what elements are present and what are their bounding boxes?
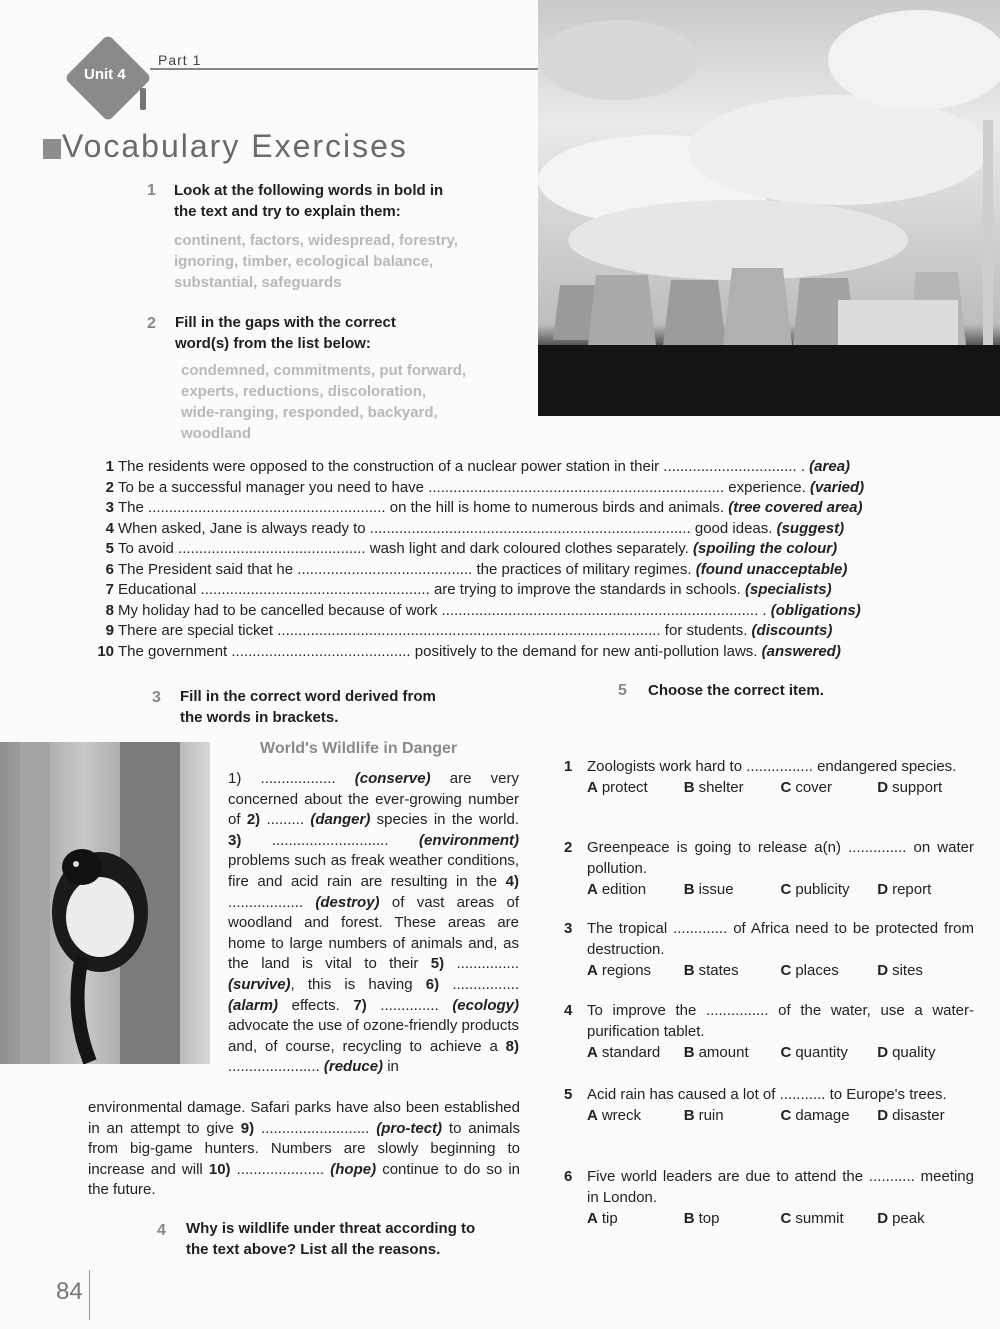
lemur-photo — [0, 742, 210, 1064]
ex2-sentence: 4 When asked, Jane is always ready to ............................................................................. good ideas. (suggest) — [105, 519, 845, 537]
ex2-word-list: condemned, commitments, put forward, experts, reductions, discoloration, wide-ranging, responded, backyard, woodland — [181, 362, 467, 442]
option-b: B issue — [683, 881, 734, 898]
part-label: Part 1 — [158, 52, 202, 68]
ex2-sentence: 1 The residents were opposed to the construction of a nuclear power station in their ................................ . (area) — [105, 458, 851, 475]
option-c: C cover — [780, 779, 833, 796]
ex3-number: 3 — [152, 689, 161, 706]
option-c: C summit — [780, 1210, 844, 1227]
option-d: D quality — [877, 1044, 936, 1061]
ex2-sentence: 5 To avoid ............................................. wash light and dark coloured clothes separately. (spoiling the colour) — [105, 540, 838, 557]
option-a: A protect — [587, 779, 648, 796]
ex2-instruction: Fill in the gaps with the correct word(s) from the list below: — [175, 314, 396, 352]
passage-text: 1) .................. (conserve) are very concerned about the ever-growing number of 2) ......... (danger) species in the world. 3) ............................ (environment) problems such as freak weather conditions, fire and acid rain are resulting in the 4) .................. (destroy) of vast areas of woodland and forest. These areas are home to large numbers of animals and, as the land is vital to their 5) ............... (survive), this is having 6) ................ (alarm) effects. 7) .............. (ecology) advocate the use of ozone-friendly products and, of course, recycling to achieve a 8) ...................... (reduce) in — [228, 770, 520, 1076]
ex2-sentence: 6 The President said that he .......................................... the practices of military regimes. (found unacceptable) — [105, 560, 848, 578]
ex3-instruction: Fill in the correct word derived from the words in brackets. — [180, 688, 436, 726]
option-c: C publicity — [780, 881, 850, 898]
ex2-number: 2 — [147, 315, 156, 332]
ex1-instruction: Look at the following words in bold in the text and try to explain them: — [174, 182, 444, 220]
option-b: B states — [683, 962, 739, 979]
mc-item: 2 Greenpeace is going to release a(n) .............. on water pollution. A edition B issue C publicity D report — [564, 839, 974, 898]
ex4-instruction: Why is wildlife under threat according to the text above? List all the reasons. — [186, 1220, 476, 1258]
option-a: A wreck — [587, 1107, 642, 1124]
passage-title: World's Wildlife in Danger — [260, 740, 458, 757]
lemur-image — [0, 742, 210, 1064]
tassel-decoration — [140, 88, 146, 110]
option-a: A regions — [587, 962, 652, 979]
option-b: B amount — [683, 1044, 749, 1061]
mc-item: 5 Acid rain has caused a lot of ........... to Europe's trees. A wreck B ruin C damage D disaster — [564, 1084, 974, 1126]
ex2-sentence: 7 Educational ....................................................... are trying to improve the standards in schools. (specialists) — [105, 581, 832, 598]
ex1-word-list: continent, factors, widespread, forestry, ignoring, timber, ecological balance, substantial, safeguards — [174, 232, 458, 291]
option-d: D peak — [877, 1210, 925, 1227]
mc-item: 3 The tropical ............. of Africa need to be protected from destruction. A regions B states C places D sites — [564, 920, 974, 979]
option-b: B shelter — [683, 779, 744, 796]
ex4-number: 4 — [157, 1222, 166, 1239]
option-c: C damage — [780, 1107, 850, 1124]
option-c: C quantity — [780, 1044, 848, 1061]
option-b: B ruin — [683, 1107, 724, 1124]
passage-text-continued: environmental damage. Safari parks have also been established in an attempt to give 9) .......................... (pro-tect) to animals from big-game hunters. Numbers are slowly beginning to increase and will 10) ..................... (hope) continue to do so in the future. — [88, 1099, 521, 1199]
section-title: Vocabulary Exercises — [62, 128, 408, 164]
option-d: D support — [877, 779, 943, 796]
section-marker — [43, 139, 61, 159]
option-d: D sites — [877, 962, 923, 979]
ex1-number: 1 — [147, 182, 156, 199]
ex2-sentence: 2 To be a successful manager you need to have ....................................................................... experience. (varied) — [105, 478, 865, 496]
option-b: B top — [683, 1210, 720, 1227]
option-c: C places — [780, 962, 839, 979]
page-number-rule — [89, 1270, 90, 1320]
ex5-instruction: Choose the correct item. — [648, 682, 824, 699]
mc-item: 1 Zoologists work hard to ................ endangered species. A protect B shelter C cover D support — [564, 756, 974, 798]
option-a: A standard — [587, 1044, 661, 1061]
cooling-towers-photo — [538, 0, 1000, 416]
ex2-sentence: 8 My holiday had to be cancelled because of work ............................................................................ . (obligations) — [105, 601, 861, 619]
option-d: D disaster — [877, 1107, 945, 1124]
mc-item: 4 To improve the ............... of the water, use a water-purification tablet. A standard B amount C quantity D quality — [564, 1002, 974, 1061]
ex5-number: 5 — [618, 682, 627, 699]
mc-item: 6 Five world leaders are due to attend the ........... meeting in London. A tip B top C summit D peak — [564, 1168, 974, 1227]
cooling-towers-image — [538, 0, 1000, 416]
ex2-sentence: 10 The government ........................................... positively to the demand for new anti-pollution laws. (answered) — [97, 642, 841, 660]
option-a: A tip — [587, 1210, 618, 1227]
header-rule — [150, 68, 540, 70]
option-d: D report — [877, 881, 932, 898]
ex2-sentence: 3 The ......................................................... on the hill is home to numerous birds and animals. (tree covered area) — [105, 499, 863, 516]
page-number: 84 — [56, 1278, 83, 1305]
ex2-sentence: 9 There are special ticket ............................................................................................ for students. (discounts) — [105, 622, 833, 639]
option-a: A edition — [587, 881, 647, 898]
unit-label: Unit 4 — [84, 66, 126, 83]
